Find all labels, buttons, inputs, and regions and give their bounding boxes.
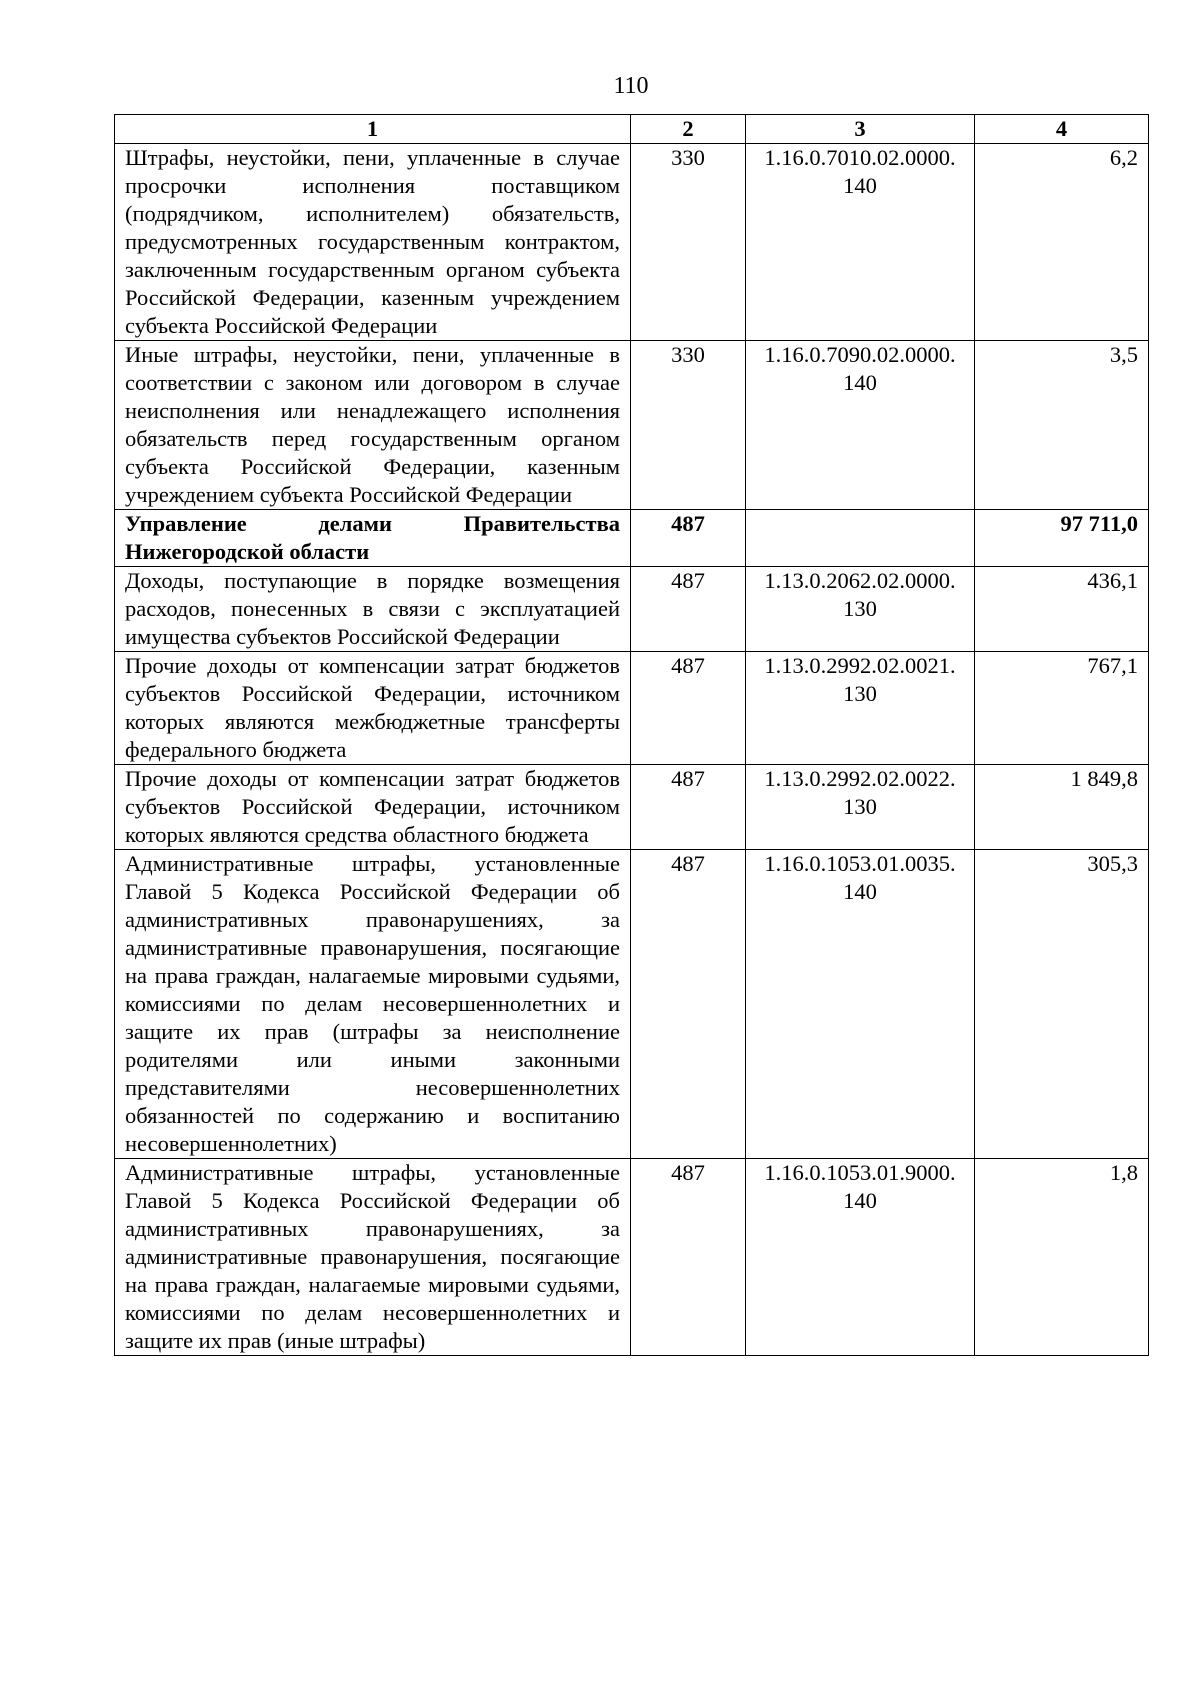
row-amount: 3,5 xyxy=(975,341,1149,510)
row-name: Иные штрафы, неустойки, пени, уплаченные в соответствии с законом или договором в случае неисполнения или ненадлежащего исполнения обязательств перед государственным органом субъекта Российской Федерации, казенным учреждением субъекта Российской Федерации xyxy=(115,341,631,510)
row-name: Доходы, поступающие в порядке возмещения расходов, понесенных в связи с эксплуатацией имущества субъектов Российской Федерации xyxy=(115,567,631,652)
code-part-1: 1.16.0.1053.01.0035. xyxy=(764,851,956,876)
table-row xyxy=(115,850,1149,1159)
table-row xyxy=(115,341,1149,510)
row-amount: 1 849,8 xyxy=(975,765,1149,850)
row-admin-code: 330 xyxy=(631,341,746,510)
row-admin-code: 487 xyxy=(631,510,746,567)
revenue-table xyxy=(114,114,1149,1356)
code-part-1: 1.13.0.2992.02.0021. xyxy=(764,653,956,678)
code-part-2: 130 xyxy=(843,596,877,621)
row-name: Прочие доходы от компенсации затрат бюджетов субъектов Российской Федерации, источником которых являются межбюджетные трансферты федерального бюджета xyxy=(115,652,631,765)
row-budget-code xyxy=(746,765,975,850)
row-budget-code xyxy=(746,510,975,567)
table-row-section-header xyxy=(115,510,1149,567)
code-part-1: 1.16.0.7090.02.0000. xyxy=(764,342,956,367)
row-admin-code: 487 xyxy=(631,652,746,765)
row-amount: 767,1 xyxy=(975,652,1149,765)
row-budget-code xyxy=(746,1159,975,1356)
row-amount: 305,3 xyxy=(975,850,1149,1159)
code-part-1: 1.16.0.7010.02.0000. xyxy=(764,145,956,170)
table-row xyxy=(115,567,1149,652)
row-amount: 1,8 xyxy=(975,1159,1149,1356)
header-col-2: 2 xyxy=(631,115,746,144)
code-part-2: 140 xyxy=(843,173,877,198)
row-name: Штрафы, неустойки, пени, уплаченные в случае просрочки исполнения поставщиком (подрядчиком, исполнителем) обязательств, предусмотренных государственным контрактом, заключенным государственным органом субъекта Российской Федерации, казенным учреждением субъекта Российской Федерации xyxy=(115,144,631,341)
row-admin-code: 487 xyxy=(631,567,746,652)
row-name: Административные штрафы, установленные Главой 5 Кодекса Российской Федерации об административных правонарушениях, за административные правонарушения, посягающие на права граждан, налагаемые мировыми судьями, комиссиями по делам несовершеннолетних и защите их прав (иные штрафы) xyxy=(115,1159,631,1356)
table-header-row xyxy=(115,115,1149,144)
row-name: Административные штрафы, установленные Главой 5 Кодекса Российской Федерации об административных правонарушениях, за административные правонарушения, посягающие на права граждан, налагаемые мировыми судьями, комиссиями по делам несовершеннолетних и защите их прав (штрафы за неисполнение родителями или иными законными представителями несовершеннолетних обязанностей по содержанию и воспитанию несовершеннолетних) xyxy=(115,850,631,1159)
table-row xyxy=(115,144,1149,341)
code-part-1: 1.13.0.2992.02.0022. xyxy=(764,766,956,791)
header-col-3: 3 xyxy=(746,115,975,144)
row-budget-code xyxy=(746,652,975,765)
code-part-2: 130 xyxy=(843,681,877,706)
code-part-1: 1.16.0.1053.01.9000. xyxy=(764,1160,956,1185)
row-amount: 6,2 xyxy=(975,144,1149,341)
table-row xyxy=(115,652,1149,765)
row-budget-code xyxy=(746,567,975,652)
row-admin-code: 487 xyxy=(631,850,746,1159)
table-row xyxy=(115,1159,1149,1356)
row-admin-code: 487 xyxy=(631,765,746,850)
row-budget-code xyxy=(746,144,975,341)
row-budget-code xyxy=(746,341,975,510)
code-part-2: 140 xyxy=(843,1188,877,1213)
code-part-2: 140 xyxy=(843,879,877,904)
code-part-1: 1.13.0.2062.02.0000. xyxy=(764,568,956,593)
table-row xyxy=(115,765,1149,850)
header-col-4: 4 xyxy=(975,115,1149,144)
code-part-2: 130 xyxy=(843,794,877,819)
row-amount: 436,1 xyxy=(975,567,1149,652)
row-name: Прочие доходы от компенсации затрат бюджетов субъектов Российской Федерации, источником которых являются средства областного бюджета xyxy=(115,765,631,850)
code-part-2: 140 xyxy=(843,370,877,395)
row-admin-code: 487 xyxy=(631,1159,746,1356)
header-col-1: 1 xyxy=(115,115,631,144)
row-admin-code: 330 xyxy=(631,144,746,341)
row-name: Управление делами Правительства Нижегородской области xyxy=(115,510,631,567)
page-number: 110 xyxy=(613,73,649,99)
row-amount: 97 711,0 xyxy=(975,510,1149,567)
row-budget-code xyxy=(746,850,975,1159)
